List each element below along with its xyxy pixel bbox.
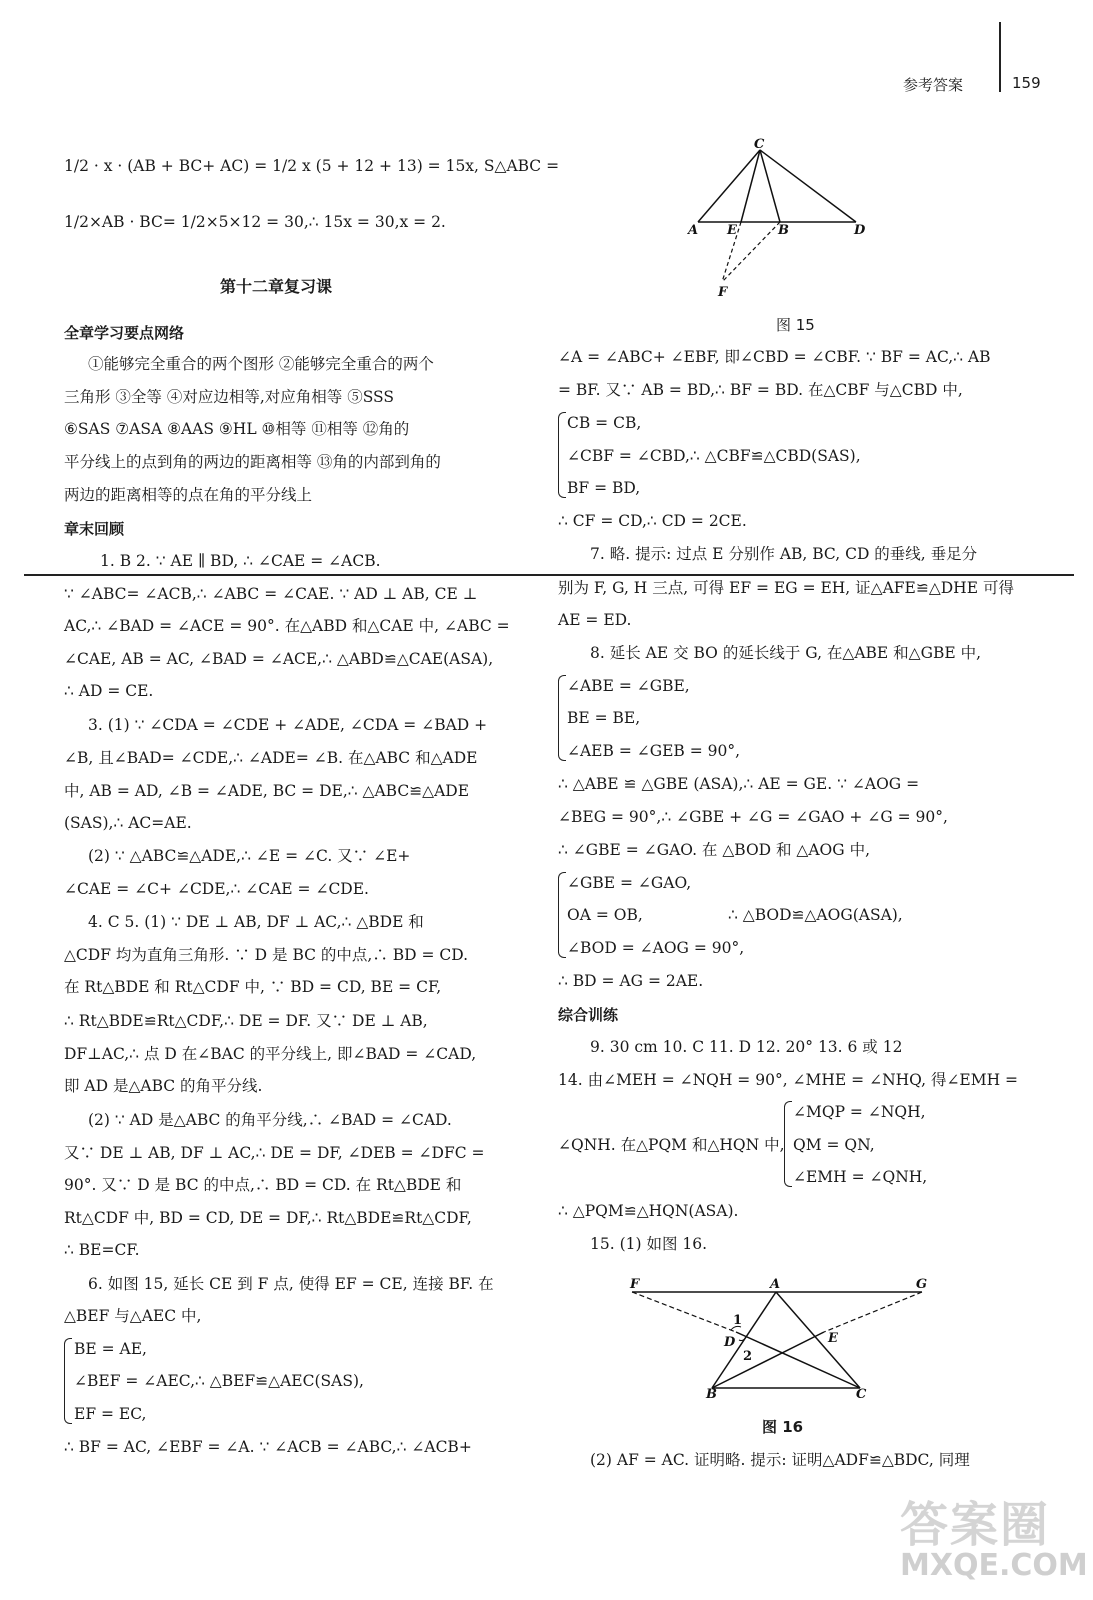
- answer-line: ∴ ∠GBE = ∠GAO. 在 △BOD 和 △AOG 中,: [558, 841, 870, 859]
- system-line: ∠CBF = ∠CBD,∴ △CBF≌△CBD(SAS),: [567, 447, 861, 465]
- system-line: ∠BEF = ∠AEC,∴ △BEF≌△AEC(SAS),: [74, 1372, 364, 1390]
- intro-line-1: 1/2 · x · (AB + BC+ AC) = 1/2 x (5 + 12 + 13) = 15x, S△ABC =: [64, 157, 560, 175]
- segment-ge-dashed: [824, 1292, 922, 1332]
- fig16-label: F: [630, 1277, 640, 1292]
- answer-line: 14. 由∠MEH = ∠NQH = 90°, ∠MHE = ∠NHQ, 得∠EMH =: [558, 1071, 1019, 1089]
- system-brace: [64, 1338, 72, 1424]
- answer-line: ∠BEG = 90°,∴ ∠GBE + ∠G = ∠GAO + ∠G = 90°,: [558, 808, 948, 826]
- answer-line: (2) ∵ AD 是△ABC 的角平分线,∴ ∠BAD = ∠CAD.: [88, 1111, 452, 1129]
- answer-line: ∠CAE = ∠C+ ∠CDE,∴ ∠CAE = ∠CDE.: [64, 880, 369, 898]
- fig16-label: D: [724, 1335, 736, 1350]
- answer-line: = BF. 又∵ AB = BD,∴ BF = BD. 在△CBF 与△CBD 中,: [558, 381, 963, 399]
- fig15-label: E: [727, 223, 737, 238]
- system-brace: [558, 675, 566, 761]
- system-line: ∠MQP = ∠NQH,: [793, 1103, 926, 1121]
- network-line: ①能够完全重合的两个图形 ②能够完全重合的两个: [88, 355, 434, 373]
- answer-line: ∴ BF = AC, ∠EBF = ∠A. ∵ ∠ACB = ∠ABC,∴ ∠ACB+: [64, 1438, 472, 1456]
- answer-line: 15. (1) 如图 16.: [590, 1235, 708, 1253]
- network-line: ⑥SAS ⑦ASA ⑧AAS ⑨HL ⑩相等 ⑪相等 ⑫角的: [64, 420, 410, 438]
- fig16-label: 2: [743, 1349, 753, 1364]
- answer-line: 9. 30 cm 10. C 11. D 12. 20° 13. 6 或 12: [590, 1038, 903, 1056]
- system-line: BE = AE,: [74, 1340, 147, 1358]
- system-conclusion: ∴ △BOD≌△AOG(ASA),: [728, 906, 903, 924]
- fig15-label: C: [754, 138, 765, 152]
- answer-line: △BEF 与△AEC 中,: [64, 1307, 202, 1325]
- answer-line: ∴ △PQM≌△HQN(ASA).: [558, 1202, 739, 1220]
- watermark: [896, 1486, 1088, 1590]
- answer-line: ∠B, 且∠BAD= ∠CDE,∴ ∠ADE= ∠B. 在△ABC 和△ADE: [64, 749, 478, 767]
- fig16-label: C: [856, 1387, 867, 1400]
- answer-line: ∠QNH. 在△PQM 和△HQN 中,: [558, 1136, 785, 1154]
- answer-line: 中, AB = AD, ∠B = ∠ADE, BC = DE,∴ △ABC≌△ADE: [64, 782, 470, 800]
- segment-ac: [776, 1292, 860, 1388]
- network-line: 三角形 ③全等 ④对应边相等,对应角相等 ⑤SSS: [64, 388, 395, 406]
- fig15-label: D: [854, 223, 866, 238]
- answer-line: ∵ ∠ABC= ∠ACB,∴ ∠ABC = ∠CAE. ∵ AD ⊥ AB, CE ⊥: [64, 585, 478, 603]
- section-title-review: 章末回顾: [64, 520, 125, 538]
- answer-line: ∴ AD = CE.: [64, 682, 154, 700]
- system-brace: [784, 1101, 792, 1187]
- watermark-text-url: MXQE.COM: [900, 1548, 1088, 1583]
- answer-line: ∴ △ABE ≌ △GBE (ASA),∴ AE = GE. ∵ ∠AOG =: [558, 775, 920, 793]
- answer-line: 90°. 又∵ D 是 BC 的中点,∴ BD = CD. 在 Rt△BDE 和: [64, 1176, 462, 1194]
- figure-15-diagram: [680, 138, 890, 304]
- watermark-text-cn: 答案圈: [900, 1497, 1051, 1553]
- segment-fd-dashed: [632, 1292, 736, 1332]
- answer-line: ∴ BD = AG = 2AE.: [558, 972, 704, 990]
- system-brace: [558, 412, 566, 498]
- system-line: ∠GBE = ∠GAO,: [567, 874, 692, 892]
- section-divider: [24, 574, 1074, 576]
- answer-line: AE = ED.: [558, 611, 632, 629]
- answer-line: 6. 如图 15, 延长 CE 到 F 点, 使得 EF = CE, 连接 BF. 在: [88, 1275, 494, 1293]
- system-line: BE = BE,: [567, 709, 641, 727]
- segment-dc: [736, 1332, 860, 1388]
- system-brace: [558, 872, 566, 958]
- answer-line: ∴ Rt△BDE≌Rt△CDF,∴ DE = DF. 又∵ DE ⊥ AB,: [64, 1012, 428, 1030]
- answer-line: 在 Rt△BDE 和 Rt△CDF 中, ∵ BD = CD, BE = CF,: [64, 978, 442, 996]
- figure-16-diagram: [620, 1270, 940, 1400]
- system-line: BF = BD,: [567, 479, 641, 497]
- fig15-label: A: [688, 223, 699, 238]
- header-vertical-rule: [999, 22, 1001, 92]
- answer-line: ∠A = ∠ABC+ ∠EBF, 即∠CBD = ∠CBF. ∵ BF = AC,∴ AB: [558, 348, 991, 366]
- fig16-label: G: [916, 1277, 928, 1292]
- system-line: ∠EMH = ∠QNH,: [793, 1168, 928, 1186]
- answer-line: ∴ CF = CD,∴ CD = 2CE.: [558, 512, 747, 530]
- answer-line: (2) AF = AC. 证明略. 提示: 证明△ADF≌△BDC, 同理: [590, 1451, 970, 1469]
- figure-16-caption: 图 16: [762, 1418, 804, 1436]
- system-line: ∠ABE = ∠GBE,: [567, 677, 690, 695]
- chapter-title: 第十二章复习课: [220, 277, 333, 296]
- answer-line: ∴ BE=CF.: [64, 1241, 140, 1259]
- header-page-number: 159: [1012, 74, 1041, 92]
- fig16-label: 1: [733, 1313, 743, 1328]
- fig16-label: A: [770, 1277, 781, 1292]
- answer-line: (SAS),∴ AC=AE.: [64, 814, 192, 832]
- network-line: 两边的距离相等的点在角的平分线上: [64, 486, 313, 504]
- answer-line: 别为 F, G, H 三点, 可得 EF = EG = EH, 证△AFE≌△DHE 可得: [558, 579, 1014, 597]
- figure-15-caption: 图 15: [776, 316, 815, 334]
- system-line: ∠AEB = ∠GEB = 90°,: [567, 742, 741, 760]
- system-line: ∠BOD = ∠AOG = 90°,: [567, 939, 745, 957]
- answer-line: 1. B 2. ∵ AE ∥ BD, ∴ ∠CAE = ∠ACB.: [100, 552, 381, 570]
- answer-line: AC,∴ ∠BAD = ∠ACE = 90°. 在△ABD 和△CAE 中, ∠ABC =: [64, 617, 510, 635]
- answer-line: 即 AD 是△ABC 的角平分线.: [64, 1077, 263, 1095]
- system-line: QM = QN,: [793, 1136, 875, 1154]
- answer-line: 8. 延长 AE 交 BO 的延长线于 G, 在△ABE 和△GBE 中,: [590, 644, 982, 662]
- answer-line: Rt△CDF 中, BD = CD, DE = DF,∴ Rt△BDE≌Rt△CDF,: [64, 1209, 472, 1227]
- section-title-practice: 综合训练: [558, 1006, 619, 1024]
- answer-line: (2) ∵ △ABC≌△ADE,∴ ∠E = ∠C. 又∵ ∠E+: [88, 847, 411, 865]
- fig15-label: F: [718, 285, 728, 300]
- answer-line: 4. C 5. (1) ∵ DE ⊥ AB, DF ⊥ AC,∴ △BDE 和: [88, 913, 424, 931]
- system-line: EF = EC,: [74, 1405, 147, 1423]
- intro-line-2: 1/2×AB · BC= 1/2×5×12 = 30,∴ 15x = 30,x = 2.: [64, 213, 446, 231]
- segment-cd: [760, 150, 856, 222]
- answer-line: ∠CAE, AB = AC, ∠BAD = ∠ACE,∴ △ABD≌△CAE(ASA),: [64, 650, 494, 668]
- fig15-label: B: [778, 223, 789, 238]
- fig16-label: E: [828, 1331, 838, 1346]
- segment-cb: [760, 150, 780, 222]
- network-line: 平分线上的点到角的两边的距离相等 ⑬角的内部到角的: [64, 453, 441, 471]
- answer-line: △CDF 均为直角三角形. ∵ D 是 BC 的中点,∴ BD = CD.: [64, 946, 469, 964]
- section-title-network: 全章学习要点网络: [64, 324, 185, 342]
- system-line: OA = OB,: [567, 906, 643, 924]
- fig16-label: B: [706, 1387, 717, 1400]
- answer-line: 又∵ DE ⊥ AB, DF ⊥ AC,∴ DE = DF, ∠DEB = ∠DFC =: [64, 1144, 485, 1162]
- header-section-title: 参考答案: [903, 76, 964, 94]
- answer-line: 7. 略. 提示: 过点 E 分别作 AB, BC, CD 的垂线, 垂足分: [590, 545, 978, 563]
- answer-line: DF⊥AC,∴ 点 D 在∠BAC 的平分线上, 即∠BAD = ∠CAD,: [64, 1045, 477, 1063]
- answer-line: 3. (1) ∵ ∠CDA = ∠CDE + ∠ADE, ∠CDA = ∠BAD +: [88, 716, 488, 734]
- system-line: CB = CB,: [567, 414, 642, 432]
